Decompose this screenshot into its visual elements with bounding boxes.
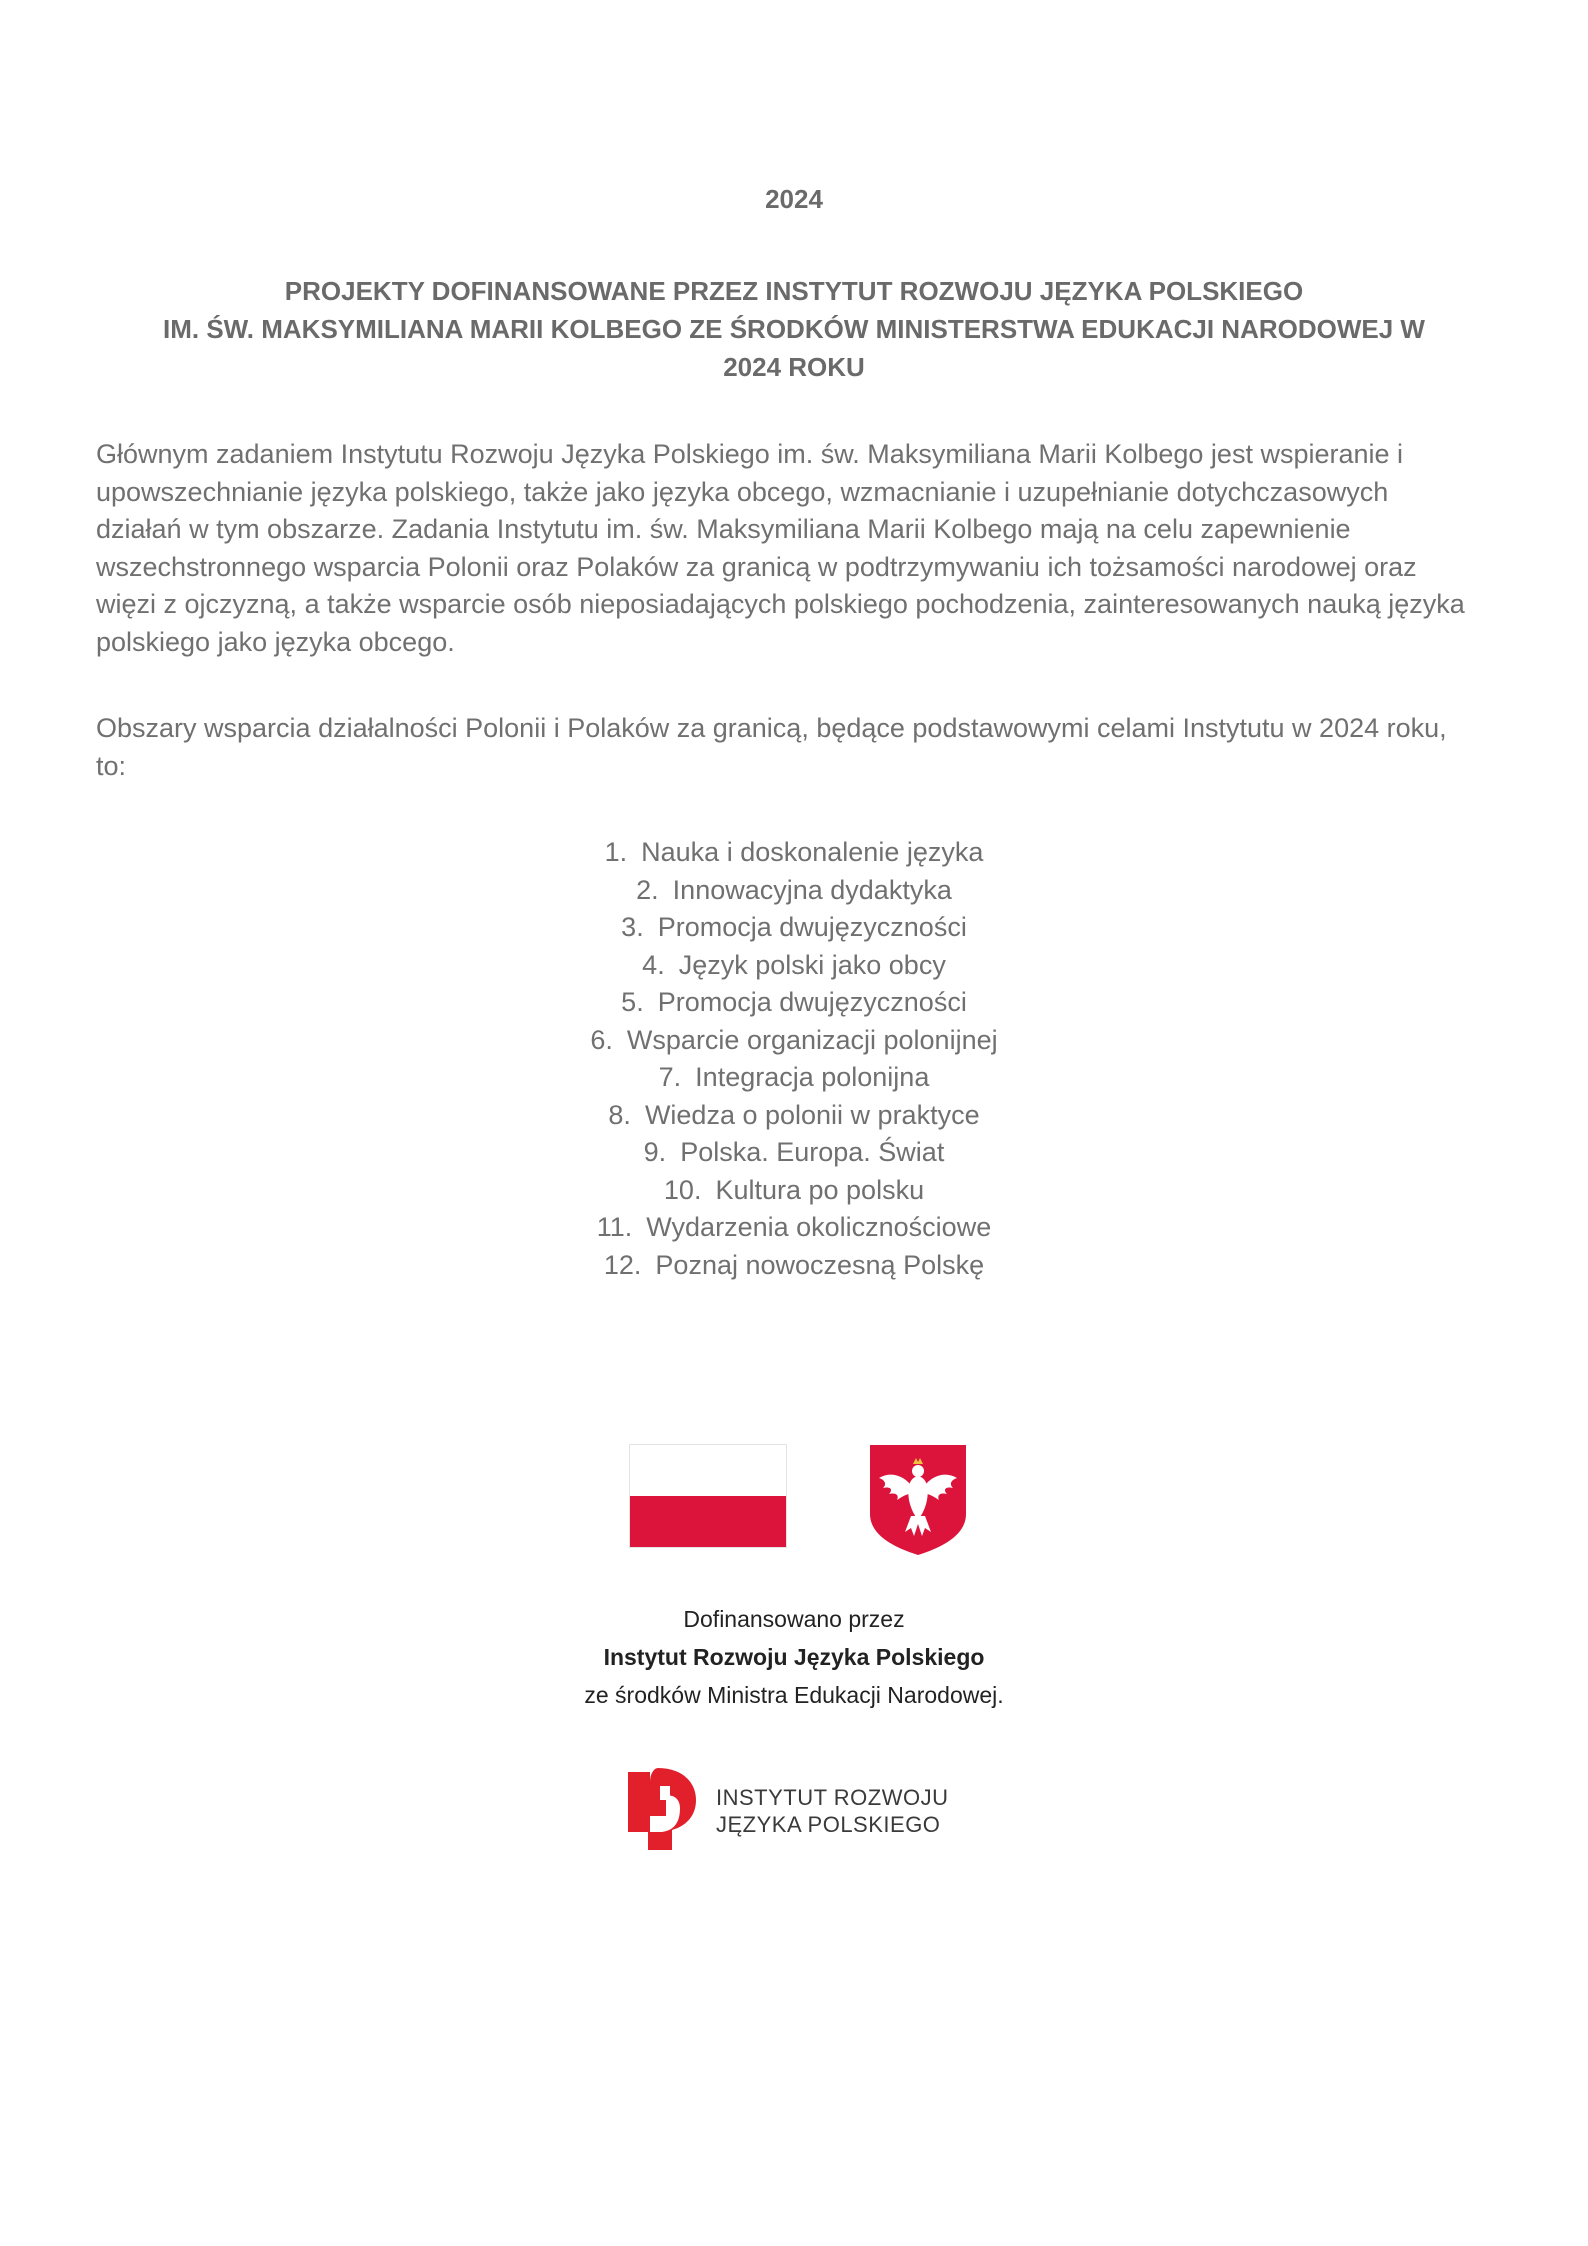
list-item-label: Integracja polonijna <box>695 1062 930 1092</box>
flag-white-stripe <box>630 1445 786 1496</box>
areas-intro-paragraph <box>96 710 1496 785</box>
flag-red-stripe <box>630 1496 786 1547</box>
list-item-number: 7. <box>658 1062 682 1092</box>
list-item-label: Wiedza o polonii w praktyce <box>644 1099 980 1130</box>
list-item-label: Promocja dwujęzyczności <box>657 987 967 1017</box>
document-title <box>100 272 1488 386</box>
list-item-label: Poznaj nowoczesną Polskę <box>655 1249 985 1280</box>
document-year: 2024 <box>765 184 823 214</box>
funding-credit <box>0 1600 1588 1714</box>
list-item-label: Wydarzenia okolicznościowe <box>646 1212 992 1242</box>
list-item-label: Kultura po polsku <box>715 1174 925 1205</box>
title-line: 2024 ROKU <box>723 352 865 382</box>
title-line: IM. ŚW. MAKSYMILIANA MARII KOLBEGO ZE ŚRODKÓW MINISTERSTWA EDUKACJI NARODOWEJ W <box>163 314 1425 344</box>
list-item-label: Język polski jako obcy <box>678 949 946 980</box>
list-item-label: Innowacyjna dydaktyka <box>672 874 952 905</box>
intro-paragraph <box>96 436 1496 661</box>
title-line: PROJEKTY DOFINANSOWANE PRZEZ INSTYTUT ROZWOJU JĘZYKA POLSKIEGO <box>284 276 1304 306</box>
list-item-number: 8. <box>608 1099 631 1130</box>
list-item <box>0 834 1588 872</box>
list-item <box>0 1097 1588 1135</box>
list-item-number: 3. <box>621 912 644 942</box>
paragraph-line: upowszechnianie języka polskiego, także jako języka obcego, wzmacnianie i uzupełnianie dotychczasowych <box>96 476 1389 507</box>
list-item-number: 9. <box>643 1137 667 1167</box>
list-item-label: Polska. Europa. Świat <box>680 1137 945 1167</box>
list-item-number: 2. <box>636 874 659 905</box>
list-item <box>0 1209 1588 1247</box>
list-item-number: 5. <box>621 987 644 1017</box>
paragraph-line: działań w tym obszarze. Zadania Instytutu im. św. Maksymiliana Marii Kolbego mają na celu zapewnienie <box>96 514 1351 544</box>
list-item-number: 11. <box>596 1212 633 1242</box>
support-areas-list <box>0 834 1588 1284</box>
irjp-logo-icon <box>628 1768 698 1850</box>
logo-text-line: JĘZYKA POLSKIEGO <box>716 1812 941 1837</box>
funding-line: Dofinansowano przez <box>683 1606 905 1632</box>
list-item <box>0 909 1588 947</box>
paragraph-line: to: <box>96 750 127 781</box>
logo-text-line: INSTYTUT ROZWOJU <box>716 1785 949 1810</box>
funding-line: ze środków Ministra Edukacji Narodowej. <box>584 1682 1004 1708</box>
irjp-logo-text <box>716 1784 948 1838</box>
list-item-label: Nauka i doskonalenie języka <box>641 837 984 867</box>
paragraph-line: polskiego jako języka obcego. <box>96 626 455 657</box>
funding-institute-name: Instytut Rozwoju Języka Polskiego <box>603 1644 985 1670</box>
list-item <box>0 1134 1588 1172</box>
list-item <box>0 1172 1588 1210</box>
list-item <box>0 872 1588 910</box>
list-item-number: 12. <box>603 1249 642 1280</box>
list-item-label: Wsparcie organizacji polonijnej <box>626 1024 998 1055</box>
list-item-number: 6. <box>590 1024 613 1055</box>
polish-eagle-emblem-icon <box>869 1444 967 1556</box>
paragraph-line: więzi z ojczyzną, a także wsparcie osób nieposiadających polskiego pochodzenia, zainteresowanych nauką języka <box>96 589 1465 619</box>
paragraph-line: Obszary wsparcia działalności Polonii i Polaków za granicą, będące podstawowymi celami Instytutu w 2024 roku, <box>96 713 1447 743</box>
list-item <box>0 1247 1588 1285</box>
list-item <box>0 984 1588 1022</box>
list-item-number: 1. <box>604 837 628 867</box>
polish-flag-icon <box>629 1444 787 1548</box>
list-item-label: Promocja dwujęzyczności <box>657 912 967 942</box>
list-item <box>0 1059 1588 1097</box>
paragraph-line: Głównym zadaniem Instytutu Rozwoju Języka Polskiego im. św. Maksymiliana Marii Kolbego jest wspieranie i <box>96 439 1404 469</box>
list-item-number: 4. <box>642 949 665 980</box>
list-item <box>0 947 1588 985</box>
paragraph-line: wszechstronnego wsparcia Polonii oraz Polaków za granicą w podtrzymywaniu ich tożsamości narodowej oraz <box>96 551 1417 582</box>
list-item-number: 10. <box>663 1174 702 1205</box>
list-item <box>0 1022 1588 1060</box>
